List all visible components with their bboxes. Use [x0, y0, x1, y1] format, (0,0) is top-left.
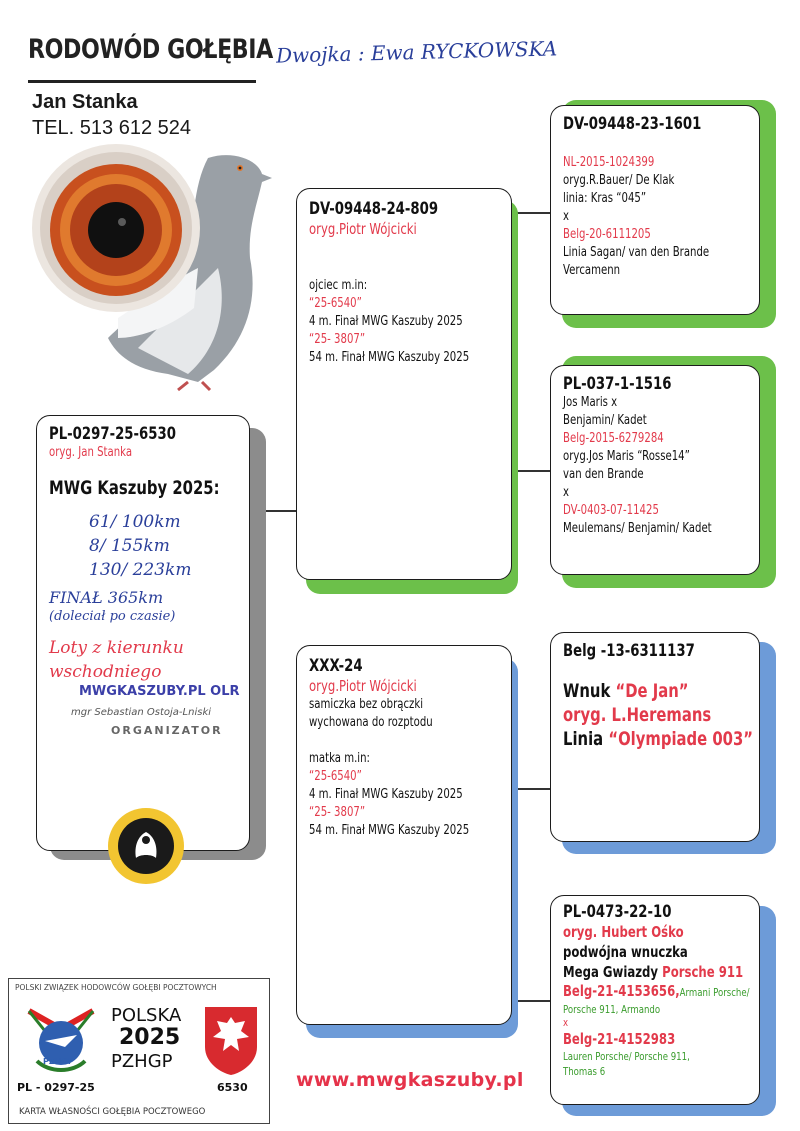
father-ref2-result: 54 m. Finał MWG Kaszuby 2025 — [309, 350, 470, 365]
mother-ref2-result: 54 m. Finał MWG Kaszuby 2025 — [309, 823, 470, 838]
fm-line-4: oryg.Jos Maris “Rosse14” — [563, 449, 690, 464]
fm-line-5: van den Brande — [563, 467, 644, 482]
mother-desc-1: samiczka bez obrączki — [309, 697, 424, 712]
mm-line-9: Thomas 6 — [563, 1065, 606, 1078]
result-3: 130/ 223km — [89, 560, 192, 580]
fm-line-7: DV-0403-07-11425 — [563, 503, 659, 518]
org-label: PZHGP — [111, 1051, 173, 1072]
mf-line-3 — [563, 727, 754, 751]
final-line-1: FINAŁ 365km — [49, 588, 164, 607]
mm-line-3b: Porsche 911 — [662, 963, 744, 981]
mf-line-1a: Wnuk — [563, 680, 616, 702]
mm-line-2: podwójna wnuczka — [563, 943, 688, 961]
subject-card — [36, 415, 250, 851]
father-ref1: “25-6540” — [309, 296, 362, 311]
note-line-2: wschodniego — [49, 662, 162, 682]
mother-ref2: “25- 3807” — [309, 805, 366, 820]
ff-line-3: linia: Kras “045” — [563, 191, 647, 206]
union-name: POLSKI ZWIĄZEK HODOWCÓW GOŁĘBI POCZTOWYCH — [15, 983, 217, 992]
organizer-stamp-line-2: mgr Sebastian Ostoja-Lniski — [71, 707, 212, 718]
mother-label: matka m.in: — [309, 751, 370, 766]
ff-line-2: oryg.R.Bauer/ De Klak — [563, 173, 675, 188]
pigeon-illustration — [18, 138, 278, 398]
mm-line-5: Porsche 911, Armando — [563, 1003, 661, 1016]
ff-ring: DV-09448-23-1601 — [563, 114, 702, 134]
mother-card — [296, 645, 512, 1025]
mm-line-3 — [563, 962, 744, 982]
father-card — [296, 188, 512, 580]
fm-line-2: Benjamin/ Kadet — [563, 413, 647, 428]
mother-ring: XXX-24 — [309, 656, 363, 676]
mother-origin: oryg.Piotr Wójcicki — [309, 677, 417, 695]
granddam-paternal-card — [550, 365, 760, 575]
club-emblem — [106, 806, 186, 886]
mm-line-3a: Mega Gwiazdy — [563, 963, 663, 981]
mf-line-3a: Linia — [563, 728, 609, 750]
owner-phone: TEL. 513 612 524 — [32, 117, 192, 139]
polish-eagle-shield — [201, 1003, 261, 1077]
mm-line-1: oryg. Hubert Ośko — [563, 923, 684, 941]
mm-line-4a: Belg-21-4153656, — [563, 982, 680, 1000]
organizer-stamp-line-3: ORGANIZATOR — [111, 724, 223, 737]
mm-line-7: Belg-21-4152983 — [563, 1030, 676, 1048]
mf-line-1b: “De Jan” — [615, 680, 689, 702]
country-label: POLSKA — [111, 1005, 182, 1026]
grandsire-maternal-card — [550, 632, 760, 842]
mf-line-1 — [563, 679, 707, 703]
ff-line-4: x — [563, 209, 570, 224]
father-label: ojciec m.in: — [309, 278, 368, 293]
subject-ring: PL-0297-25-6530 — [49, 424, 176, 444]
organizer-stamp-line-1: MWGKASZUBY.PL OLR — [79, 684, 240, 699]
father-origin: oryg.Piotr Wójcicki — [309, 220, 417, 238]
mm-line-4b: Armani Porsche/ — [679, 986, 750, 999]
result-1: 61/ 100km — [89, 512, 181, 532]
mother-ref1: “25-6540” — [309, 769, 362, 784]
mother-ref1-result: 4 m. Finał MWG Kaszuby 2025 — [309, 787, 463, 802]
subject-origin: oryg. Jan Stanka — [49, 445, 133, 460]
year-label: 2025 — [119, 1025, 181, 1050]
mf-line-3b: “Olympiade 003” — [608, 728, 754, 750]
mother-desc-2: wychowana do rozptodu — [309, 715, 433, 730]
ff-line-6: Linia Sagan/ van den Brande — [563, 245, 710, 260]
handwritten-note: Dwojka : Ewa RYCKOWSKA — [275, 36, 558, 68]
ff-line-7: Vercamenn — [563, 263, 621, 278]
ff-line-1: NL-2015-1024399 — [563, 155, 655, 170]
mm-line-8: Lauren Porsche/ Porsche 911, — [563, 1050, 690, 1063]
mm-line-6: x — [563, 1016, 569, 1029]
fm-ring: PL-037-1-1516 — [563, 374, 672, 394]
fm-line-3: Belg-2015-6279284 — [563, 431, 664, 446]
mf-line-2: oryg. L.Heremans — [563, 704, 712, 726]
grandsire-paternal-card — [550, 105, 760, 315]
subject-race-title: MWG Kaszuby 2025: — [49, 477, 220, 499]
website-link[interactable]: www.mwgkaszuby.pl — [296, 1069, 524, 1091]
card-footer: KARTA WŁASNOŚCI GOŁĘBIA POCZTOWEGO — [19, 1107, 206, 1117]
ff-line-5: Belg-20-6111205 — [563, 227, 651, 242]
father-ref2: “25- 3807” — [309, 332, 366, 347]
page-title: RODOWÓD GOŁĘBIA — [28, 34, 273, 65]
note-line-1: Loty z kierunku — [49, 638, 184, 658]
owner-name: Jan Stanka — [32, 91, 138, 113]
title-underline — [28, 80, 256, 83]
ring-right: 6530 — [217, 1081, 248, 1094]
fm-line-1: Jos Maris x — [563, 395, 618, 410]
logo-text: PZHGP — [43, 1057, 74, 1066]
final-line-2: (doleciał po czasie) — [49, 609, 176, 624]
mm-ring: PL-0473-22-10 — [563, 902, 672, 922]
result-2: 8/ 155km — [89, 536, 170, 556]
mf-ring: Belg -13-6311137 — [563, 641, 695, 661]
fm-line-6: x — [563, 485, 570, 500]
granddam-maternal-card — [550, 895, 760, 1105]
ownership-card — [8, 978, 270, 1124]
father-ring: DV-09448-24-809 — [309, 199, 439, 219]
mm-line-4 — [563, 982, 750, 1002]
fm-line-8: Meulemans/ Benjamin/ Kadet — [563, 521, 712, 536]
ring-left: PL - 0297-25 — [17, 1081, 95, 1094]
father-ref1-result: 4 m. Finał MWG Kaszuby 2025 — [309, 314, 463, 329]
